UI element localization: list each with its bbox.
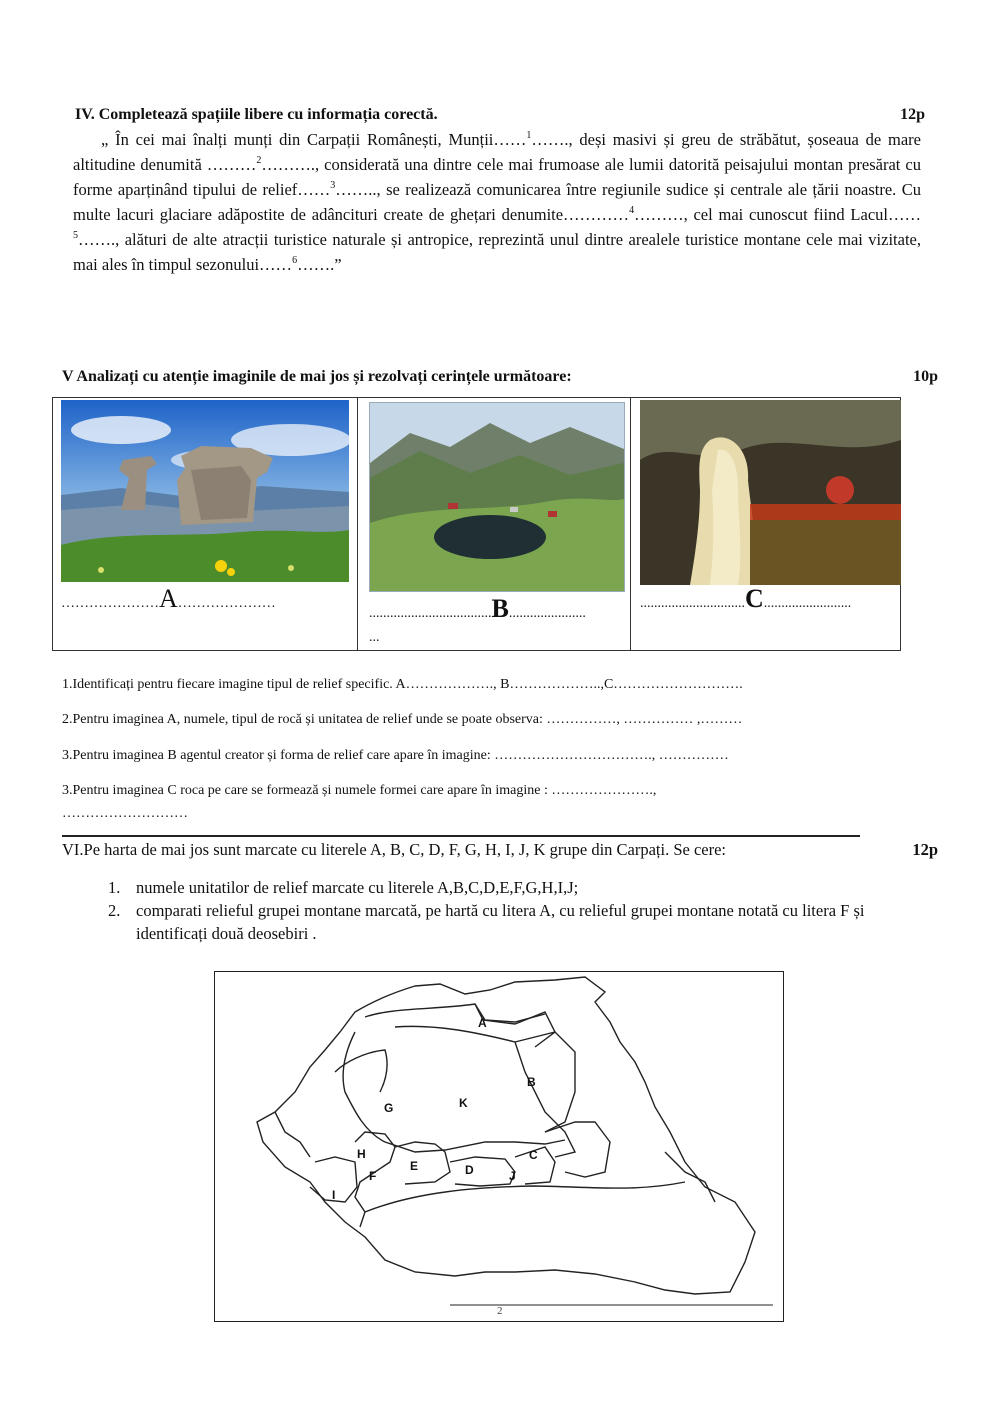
question-1: 1.Identificați pentru fiecare imagine tipul de relief specific. A………………., B………………..,C……………………….: [62, 677, 743, 692]
map-label-k: K: [459, 1096, 468, 1110]
image-table: [52, 397, 901, 651]
section-divider: [62, 835, 860, 837]
question-4: 3.Pentru imaginea C roca pe care se formează și numele formei care apare în imagine : ………………….,: [62, 783, 657, 798]
section-vi-title: VI.Pe harta de mai jos sunt marcate cu literele A, B, C, D, F, G, H, I, J, K grupe din Carpați. Se cere:: [62, 840, 727, 859]
map-label-a: A: [478, 1016, 487, 1030]
photo-a-babele: [61, 400, 349, 582]
task-list: [108, 876, 923, 945]
section-v-title: V Analizați cu atenție imaginile de mai jos și rezolvați cerințele următoare:: [62, 368, 572, 385]
table-divider: [630, 398, 631, 650]
caption-c: ..............................C.........................: [640, 584, 852, 613]
map-label-b: B: [527, 1075, 536, 1089]
section-v-heading: [62, 368, 938, 386]
map-label-f: F: [369, 1169, 377, 1183]
romania-map: [214, 971, 784, 1322]
page-number: 2: [497, 1305, 503, 1317]
section-iv-paragraph: „ În cei mai înalți munți din Carpații Românești, Munții……$^1$……., deși masivi și greu de străbătut, șoseaua de mare altitudine denumită ………$^2$………., considerată una dintre cele mai frumoase ale lumii datorită peisajului montan presărat cu forme aparținând tipului de relief……$^3$…….., se realizează comunicarea între regiunile sudice și centrale ale țării noastre. Cu multe lacuri glaciare adăpostite de adâncituri create de ghețari denumite…………$^4$………, cel mai cunoscut fiind Lacul……$^5$……., alături de alte atracții turistice naturale și antropice, reprezintă unul dintre arealele turistice montane cele mai vizitate, mai ales în timpul sezonului……$^6$…….”: [73, 130, 922, 274]
question-3: 3.Pentru imaginea B agentul creator și forma de relief care apare în imagine: ……………………………., ……………: [62, 748, 729, 763]
list-item: 1. numele unitatilor de relief marcate cu literele A,B,C,D,E,F,G,H,I,J;: [108, 878, 579, 897]
caption-b-tail: ...: [369, 630, 380, 645]
map-svg: [215, 972, 783, 1321]
question-2: 2.Pentru imaginea A, numele, tipul de rocă și unitatea de relief unde se poate observa: ……………, …………… ,………: [62, 712, 743, 727]
photo-c-cave: [640, 400, 901, 585]
caption-b: ...................................B......................: [369, 594, 586, 623]
map-label-h: H: [357, 1147, 366, 1161]
section-vi-points: 12p: [912, 840, 938, 859]
section-iv-title: IV. Completează spațiile libere cu informația corectă.: [75, 106, 438, 123]
map-label-c: C: [529, 1148, 538, 1162]
question-4-continuation: ………………………: [62, 806, 188, 821]
section-iv-heading: [75, 106, 925, 124]
map-label-d: D: [465, 1163, 474, 1177]
map-label-j: J: [509, 1169, 516, 1183]
section-iv-points: 12p: [900, 106, 925, 123]
map-label-i: I: [332, 1188, 336, 1202]
list-item: 2. comparati relieful grupei montane marcată, pe hartă cu litera A, cu relieful grupei montane notată cu litera F și identificați două deosebiri .: [108, 901, 865, 943]
map-label-e: E: [410, 1159, 419, 1173]
photo-b-glacial-lake: [369, 402, 625, 592]
caption-a: …………………A…………………: [61, 584, 276, 613]
map-label-g: G: [384, 1101, 394, 1115]
table-divider: [357, 398, 358, 650]
section-v-points: 10p: [913, 368, 938, 385]
section-vi-heading: [62, 840, 938, 860]
